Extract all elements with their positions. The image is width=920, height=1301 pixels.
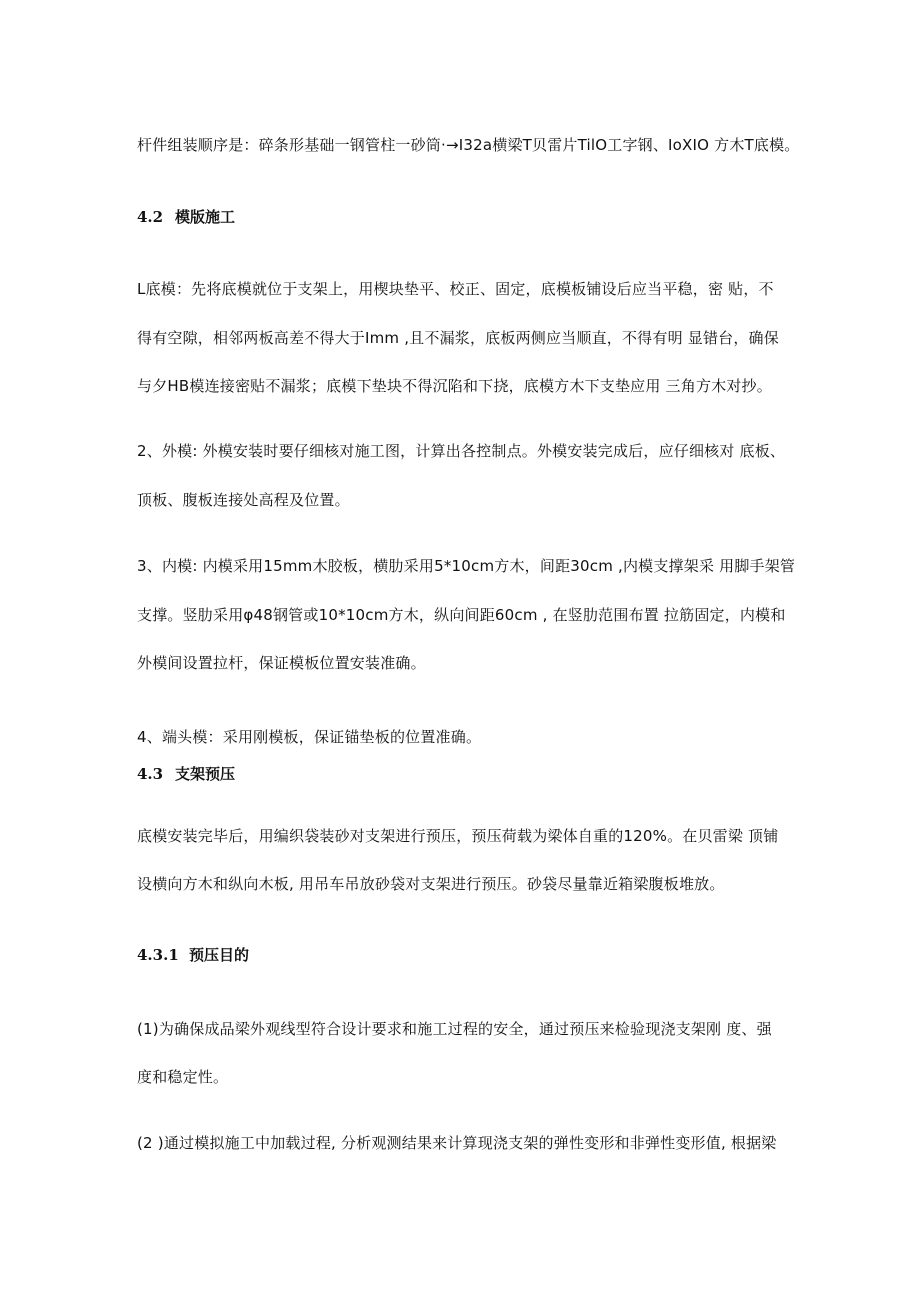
paragraph-purpose-1-line-1: (1)为确保成品梁外观线型符合设计要求和施工过程的安全，通过预压来检验现浇支架刚 度、强 xyxy=(137,1020,772,1038)
paragraph-outer-mold-line-1: 2、外模: 外模安装时要仔细核对施工图，计算出各控制点。外模安装完成后，应仔细核对 底板、 xyxy=(137,442,786,460)
heading-title: 模版施工 xyxy=(175,208,236,226)
heading-number: 4.3.1 xyxy=(137,946,179,964)
paragraph-bottom-mold-line-3: 与夕HB模连接密贴不漏浆；底模下垫块不得沉陷和下挠，底模方木下支垫应用 三角方木对抄。 xyxy=(137,377,772,395)
heading-number: 4.2 xyxy=(137,208,164,226)
paragraph-assembly-order: 杆件组装顺序是：碎条形基础一钢管柱一砂筒·→I32a横梁T贝雷片TilO工字钢、IoXIO 方木T底模。 xyxy=(137,136,800,154)
paragraph-purpose-2-line-1: (2 )通过模拟施工中加载过程, 分析观测结果来计算现浇支架的弹性变形和非弹性变形值, 根据梁 xyxy=(137,1134,777,1152)
paragraph-purpose-1-line-2: 度和稳定性。 xyxy=(137,1068,229,1086)
heading-4-3 xyxy=(137,764,235,784)
paragraph-end-mold: 4、端头模：采用刚模板，保证锚垫板的位置准确。 xyxy=(137,728,482,746)
paragraph-preload-line-1: 底模安装完毕后，用编织袋装砂对支架进行预压，预压荷载为梁体自重的120%。在贝雷梁 顶铺 xyxy=(137,827,779,845)
paragraph-inner-mold-line-2: 支撑。竖肋采用φ48钢管或10*10cm方木，纵向间距60cm , 在竖肋范围布置 拉筋固定，内模和 xyxy=(137,606,786,624)
paragraph-inner-mold-line-1: 3、内模: 内模采用15mm木胶板，横肋采用5*10cm方木，间距30cm ,内模支撑架采 用脚手架管 xyxy=(137,557,796,575)
paragraph-bottom-mold-line-2: 得有空隙，相邻两板高差不得大于Imm ,且不漏浆，底板两侧应当顺直，不得有明 显错台，确保 xyxy=(137,329,779,347)
heading-4-3-1 xyxy=(137,945,249,965)
heading-number: 4.3 xyxy=(137,765,164,783)
paragraph-inner-mold-line-3: 外模间设置拉杆，保证模板位置安装准确。 xyxy=(137,654,426,672)
heading-title: 预压目的 xyxy=(189,946,250,964)
paragraph-outer-mold-line-2: 顶板、腹板连接处高程及位置。 xyxy=(137,491,350,509)
heading-title: 支架预压 xyxy=(175,765,236,783)
heading-4-2 xyxy=(137,207,235,227)
paragraph-preload-line-2: 设横向方木和纵向木板, 用吊车吊放砂袋对支架进行预压。砂袋尽量靠近箱梁腹板堆放。 xyxy=(137,875,725,893)
paragraph-bottom-mold-line-1: L底模：先将底模就位于支架上，用楔块垫平、校正、固定，底模板铺设后应当平稳，密 贴，不 xyxy=(137,280,774,298)
